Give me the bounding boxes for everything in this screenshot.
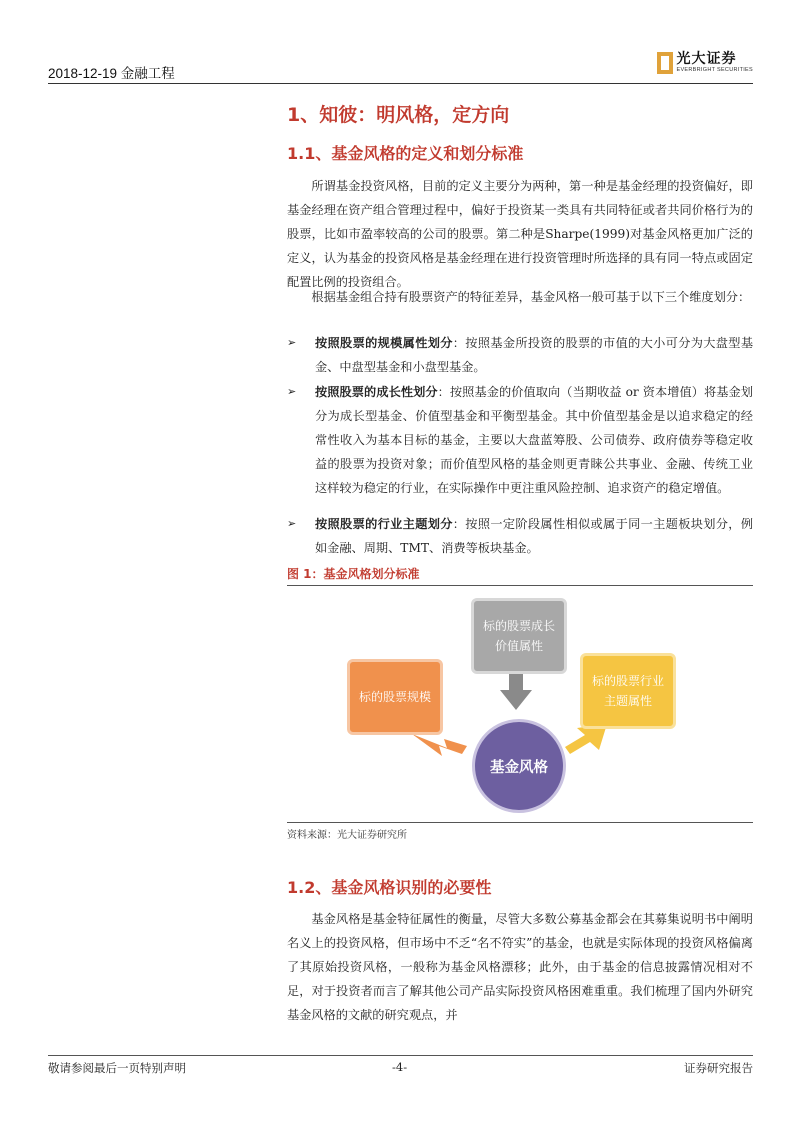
bullet-body: ：按照基金的价值取向（当期收益 or 资本增值）将基金划分为成长型基金、价值型基金和平衡型基金。其中价值型基金是以追求稳定的经常性收入为基本目标的基金，主要以大盘蓝筹股、公司债券、政府债券等稳定收益的股票为投资对象；而价值型风格的基金则更青睐公共事业、金融、传统工业这样较为稳定的行业，在实际操作中更注重风险控制、追求资产的稳定增值。 [315, 385, 753, 495]
logo-en-text: EVERBRIGHT SECURITIES [676, 67, 753, 74]
section-1-title: 1、知彼：明风格，定方向 [287, 104, 510, 126]
top-box-line2: 价值属性 [494, 639, 543, 653]
bullet-arrow-icon: ➢ [287, 517, 297, 530]
bullet-arrow-icon: ➢ [287, 385, 297, 398]
fund-style-diagram [287, 586, 753, 822]
section-1-2-title: 1.2、基金风格识别的必要性 [287, 878, 492, 897]
paragraph-definition: 所谓基金投资风格，目前的定义主要分为两种，第一种是基金经理的投资偏好，即基金经理在资产组合管理过程中，偏好于投资某一类具有共同特征或者共同价格行为的股票，比如市盈率较高的公司的股票。第二种是Sharpe(1999)对基金风格更加广泛的定义，认为基金的投资风格是基金经理在进行投资管理时所选择的具有同一特点或固定配置比例的投资组合。 [287, 179, 753, 289]
top-box-line1: 标的股票成长 [482, 619, 555, 633]
top-box-growth-value [471, 598, 567, 674]
page-header [48, 52, 753, 82]
right-box-line1: 标的股票行业 [591, 674, 664, 688]
right-box-line2: 主题属性 [603, 694, 652, 708]
logo-icon [657, 52, 673, 74]
arrow-down-icon [500, 674, 532, 710]
logo-cn-text: 光大证券 [676, 51, 737, 68]
footer-report-type: 证券研究报告 [684, 1061, 753, 1075]
bullet-item-industry [287, 512, 753, 560]
header-divider [48, 83, 753, 84]
bullet-item-growth [287, 380, 753, 500]
bullet-item-size [287, 331, 753, 379]
figure-source: 资料来源：光大证券研究所 [287, 830, 407, 841]
bullet-heading: 按照股票的行业主题划分 [315, 517, 453, 531]
figure-bottom-rule [287, 822, 753, 823]
bullet-body: ：按照一定阶段属性相似或属于同一主题板块划分，例如金融、周期、TMT、消费等板块基金。 [315, 517, 754, 555]
footer-disclaimer: 敬请参阅最后一页特别声明 [48, 1061, 186, 1075]
footer-page-number: -4- [392, 1060, 408, 1074]
bullet-arrow-icon: ➢ [287, 336, 297, 349]
bullet-body: ：按照基金所投资的股票的市值的大小可分为大盘型基金、中盘型基金和小盘型基金。 [315, 336, 754, 374]
paragraph-necessity: 基金风格是基金特征属性的衡量，尽管大多数公募基金都会在其募集说明书中阐明名义上的投资风格，但市场中不乏“名不符实”的基金，也就是实际体现的投资风格偏离了其原始投资风格，一般称为基金风格漂移；此外，由于基金的信息披露情况相对不足，对于投资者而言了解其他公司产品实际投资风格困难重重。我们梳理了国内外研究基金风格的文献的研究观点，并 [287, 912, 753, 1022]
header-date-section: 2018-12-19 金融工程 [48, 66, 175, 81]
left-box-size: 标的股票规模 [347, 659, 443, 735]
section-1-1-title: 1.1、基金风格的定义和划分标准 [287, 144, 524, 163]
arrow-right-icon [412, 734, 467, 756]
bullet-heading: 按照股票的成长性划分 [315, 385, 438, 399]
footer-divider [48, 1055, 753, 1056]
brand-logo [657, 52, 754, 74]
right-box-industry [580, 653, 676, 729]
figure-title: 图 1：基金风格划分标准 [287, 567, 420, 581]
bullet-heading: 按照股票的规模属性划分 [315, 336, 453, 350]
center-fund-style: 基金风格 [472, 719, 566, 813]
paragraph-dimensions: 根据基金组合持有股票资产的特征差异，基金风格一般可基于以下三个维度划分： [311, 290, 751, 304]
